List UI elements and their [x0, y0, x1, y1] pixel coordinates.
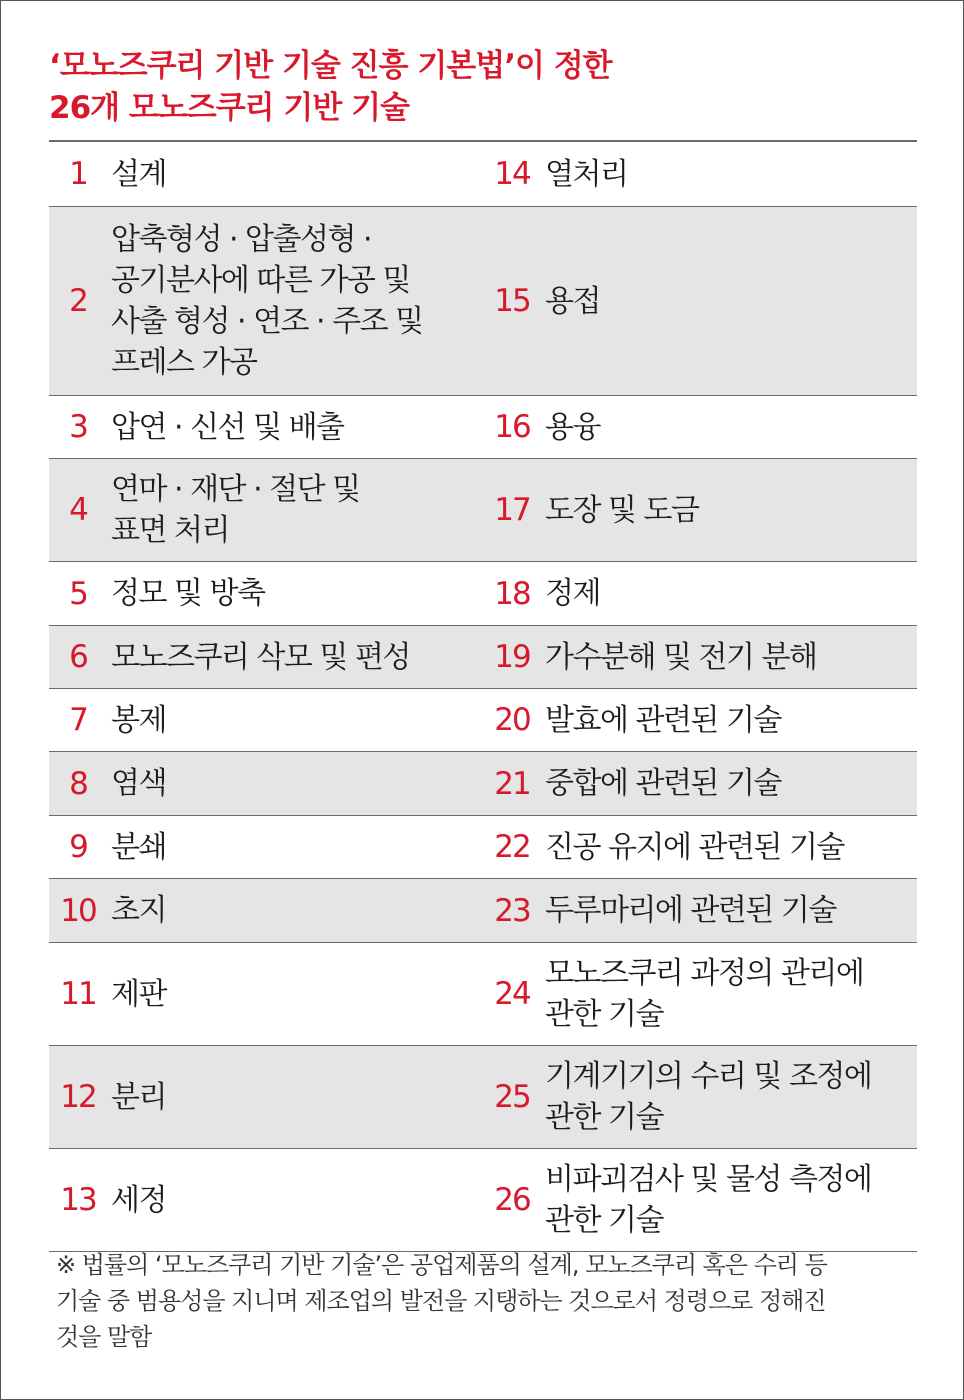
table-cell-left	[49, 943, 479, 1045]
table-cell-right	[483, 1149, 917, 1251]
item-number: 20	[494, 702, 530, 738]
item-number: 11	[60, 976, 96, 1012]
item-label	[107, 1180, 166, 1221]
item-number: 13	[60, 1182, 96, 1218]
item-number: 1	[69, 156, 87, 192]
item-label-line: 관한 기술	[545, 1100, 663, 1135]
item-label-line: 공기분사에 따른 가공 및	[111, 263, 410, 298]
table-row	[49, 458, 917, 561]
item-label-line: 압연 · 신선 및 배출	[111, 409, 344, 445]
item-label	[107, 763, 166, 804]
item-number: 15	[494, 283, 530, 319]
item-label-line: 초지	[111, 893, 166, 928]
item-number: 19	[494, 639, 530, 675]
item-label-line: 프레스 가공	[111, 345, 257, 380]
table-cell-right	[483, 816, 917, 878]
item-label-line: 기계기기의 수리 및 조정에	[545, 1059, 872, 1094]
table-cell-right	[483, 1046, 917, 1148]
title-line-1: ‘모노즈쿠리 기반 기술 진흥 기본법’이 정한	[49, 48, 612, 84]
item-label-line: 발효에 관련된 기술	[545, 702, 781, 738]
item-label-line: 관한 기술	[545, 997, 663, 1032]
item-label	[107, 154, 166, 195]
item-number: 24	[494, 976, 530, 1012]
item-number: 4	[69, 492, 87, 528]
table-cell-left	[49, 562, 479, 625]
item-number: 12	[60, 1079, 96, 1115]
item-label	[107, 573, 264, 614]
footnote	[56, 1247, 916, 1355]
item-number: 7	[69, 702, 87, 738]
footnote-line-3: 것을 말함	[56, 1323, 152, 1351]
item-label	[541, 154, 627, 195]
table-cell-left	[49, 1149, 479, 1251]
item-label-line: 가수분해 및 전기 분해	[545, 639, 817, 675]
item-label-line: 염색	[111, 766, 166, 801]
item-label-line: 진공 유지에 관련된 기술	[545, 829, 844, 865]
table-cell-left	[49, 207, 479, 395]
item-number: 23	[494, 892, 530, 929]
item-label	[107, 827, 166, 868]
item-label-line: 분리	[111, 1079, 166, 1115]
item-label-line: 열처리	[545, 156, 628, 192]
item-number: 18	[494, 575, 530, 612]
table-cell-left	[49, 626, 479, 688]
item-label-line: 중합에 관련된 기술	[545, 766, 781, 801]
item-number: 10	[60, 892, 96, 929]
item-label	[107, 637, 410, 678]
item-label-line: 분쇄	[111, 829, 166, 865]
footnote-line-2: 기술 중 범용성을 지니며 제조업의 발전을 지탱하는 것으로서 정령으로 정해진	[56, 1287, 826, 1315]
item-label	[541, 827, 844, 868]
table-cell-left	[49, 689, 479, 751]
item-label	[107, 974, 166, 1015]
item-label	[541, 637, 816, 678]
item-label	[107, 407, 344, 448]
table-row	[49, 878, 917, 942]
item-label-line: 관한 기술	[545, 1203, 663, 1238]
table-row	[49, 815, 917, 878]
table-cell-left	[49, 752, 479, 815]
item-number: 25	[494, 1079, 530, 1115]
table-cell-right	[483, 396, 917, 458]
item-label-line: 용융	[545, 409, 600, 445]
table-cell-left	[49, 459, 479, 561]
table-cell-left	[49, 396, 479, 458]
item-label-line: 제판	[111, 976, 166, 1012]
item-number: 22	[494, 829, 530, 865]
table-cell-right	[483, 879, 917, 942]
item-number: 5	[69, 575, 87, 612]
table-cell-right	[483, 459, 917, 561]
item-label-line: 압축형성 · 압출성형 ·	[111, 222, 372, 257]
table-cell-right	[483, 142, 917, 206]
table-row	[49, 688, 917, 751]
table-row	[49, 395, 917, 458]
item-label-line: 봉제	[111, 702, 166, 738]
table-row	[49, 625, 917, 688]
item-label	[541, 1159, 871, 1241]
table-cell-right	[483, 689, 917, 751]
item-label	[541, 281, 600, 322]
item-number: 26	[494, 1182, 530, 1218]
item-number: 17	[494, 492, 530, 528]
table-row	[49, 1045, 917, 1148]
item-number: 9	[69, 829, 87, 865]
table-row	[49, 942, 917, 1045]
table-cell-right	[483, 562, 917, 625]
item-number: 14	[494, 156, 530, 192]
item-label	[541, 890, 836, 931]
item-label-line: 정모 및 방축	[111, 576, 265, 611]
item-label	[541, 763, 781, 804]
item-label-line: 표면 처리	[111, 513, 229, 548]
item-label-line: 두루마리에 관련된 기술	[545, 893, 836, 928]
item-label-line: 용접	[545, 283, 600, 319]
item-label-line: 설계	[111, 156, 166, 192]
item-label	[541, 407, 600, 448]
table-cell-left	[49, 816, 479, 878]
item-label-line: 도장 및 도금	[545, 492, 699, 528]
item-number: 16	[494, 409, 530, 445]
item-label-line: 사출 형성 · 연조 · 주조 및	[111, 304, 423, 339]
item-label	[107, 469, 360, 551]
table-row	[49, 561, 917, 625]
footnote-line-1: ※ 법률의 ‘모노즈쿠리 기반 기술’은 공업제품의 설계, 모노즈쿠리 혹은 수리 등	[56, 1251, 827, 1279]
item-label	[541, 700, 781, 741]
item-label	[107, 1077, 166, 1118]
technology-table	[49, 140, 917, 1252]
item-label-line: 연마 · 재단 · 절단 및	[111, 472, 360, 507]
item-number: 3	[69, 409, 87, 445]
table-cell-right	[483, 752, 917, 815]
table-cell-right	[483, 943, 917, 1045]
item-label-line: 모노즈쿠리 삭모 및 편성	[111, 639, 410, 675]
table-cell-right	[483, 207, 917, 395]
item-label-line: 비파괴검사 및 물성 측정에	[545, 1162, 872, 1197]
item-label	[541, 953, 863, 1035]
item-label-line: 세정	[111, 1182, 166, 1218]
infographic-title	[49, 45, 917, 129]
table-cell-left	[49, 142, 479, 206]
item-number: 21	[494, 765, 530, 802]
item-number: 8	[69, 765, 87, 802]
table-cell-right	[483, 626, 917, 688]
table-cell-left	[49, 879, 479, 942]
item-label	[541, 490, 698, 531]
title-line-2: 26개 모노즈쿠리 기반 기술	[49, 90, 409, 126]
table-row	[49, 142, 917, 206]
table-row	[49, 751, 917, 815]
item-number: 2	[69, 283, 87, 319]
item-label	[107, 700, 166, 741]
item-label	[541, 1056, 871, 1138]
table-row	[49, 206, 917, 395]
item-label	[107, 890, 166, 931]
item-label-line: 모노즈쿠리 과정의 관리에	[545, 956, 864, 991]
table-row	[49, 1148, 917, 1251]
item-label	[107, 219, 423, 383]
item-label-line: 정제	[545, 576, 600, 611]
item-number: 6	[69, 639, 87, 675]
item-label	[541, 573, 600, 614]
table-cell-left	[49, 1046, 479, 1148]
